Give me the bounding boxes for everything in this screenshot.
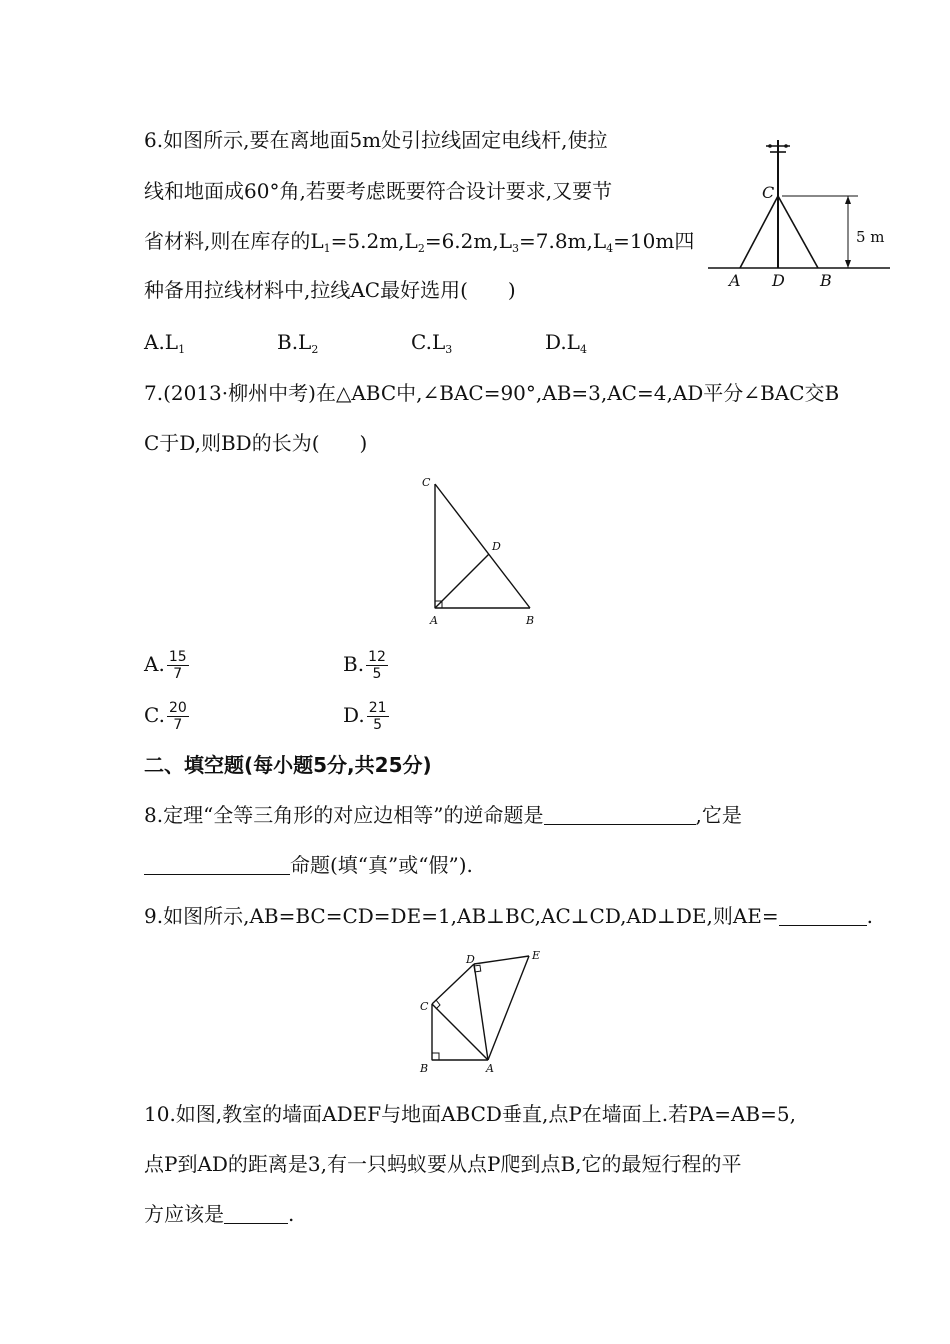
q9-label-d: D [466, 953, 475, 966]
q8-line-1: 8.定理“全等三角形的对应边相等”的逆命题是 ,它是 [144, 803, 742, 827]
q7-option-a: A. $\frac{15}{7}$ [144, 649, 187, 682]
q6-line-4: 种备用拉线材料中,拉线AC最好选用( ) [144, 278, 516, 302]
q9-line-1: 9.如图所示,AB=BC=CD=DE=1,AB⊥BC,AC⊥CD,AD⊥DE,则AE= . [144, 904, 873, 928]
q10-line-3: 方应该是 . [144, 1202, 295, 1226]
q7-option-d: D. $\frac{21}{5}$ [343, 700, 387, 733]
q7-option-b: B. $\frac{12}{5}$ [343, 649, 386, 682]
q6-pole-figure [700, 130, 900, 295]
q6-option-c: $C.L_3$ [411, 330, 453, 356]
section-heading: 二、填空题(每小题5分,共25分) [144, 753, 432, 777]
q7-triangle-figure [415, 472, 545, 630]
q6-label-height: 5 m [856, 228, 885, 246]
q6-line-3: 省材料,则在库存的$L_1=5.2m,L_2=6.2m,L_3=7.8m,L_4=10m$四 [144, 229, 695, 255]
q9-blank[interactable] [779, 905, 867, 926]
q6-line-1: 6.如图所示,要在离地面5m处引拉线固定电线杆,使拉 [144, 128, 608, 152]
q7-label-d: D [492, 540, 501, 553]
q9-label-b: B [420, 1062, 429, 1075]
q6-label-c: C [762, 183, 775, 202]
q7-label-c: C [422, 476, 431, 489]
q7-label-b: B [526, 614, 535, 627]
q6-option-b: $B.L_2$ [277, 330, 319, 356]
q10-line-1: 10.如图,教室的墙面ADEF与地面ABCD垂直,点P在墙面上.若PA=AB=5, [144, 1102, 796, 1126]
q9-spiral-figure [412, 948, 552, 1076]
q9-label-e: E [532, 949, 541, 962]
q7-line-1: 7.(2013·柳州中考)在△ABC中,∠BAC=90°,AB=3,AC=4,AD平分∠BAC交B [144, 381, 840, 405]
q6-option-a: $A.L_1$ [144, 330, 186, 356]
q6-line-2: 线和地面成60°角,若要考虑既要符合设计要求,又要节 [144, 179, 613, 203]
q7-line-2: C于D,则BD的长为( ) [144, 431, 368, 455]
q6-option-d: $D.L_4$ [545, 330, 587, 356]
q6-label-a: A [729, 271, 741, 290]
q7-option-c: C. $\frac{20}{7}$ [144, 700, 187, 733]
q9-label-a: A [486, 1062, 494, 1075]
q6-label-d: D [772, 271, 785, 290]
q8-blank-2[interactable] [144, 854, 290, 875]
q10-blank[interactable] [224, 1203, 288, 1224]
q6-label-b: B [820, 271, 832, 290]
q9-label-c: C [420, 1000, 429, 1013]
q10-line-2: 点P到AD的距离是3,有一只蚂蚁要从点P爬到点B,它的最短行程的平 [144, 1152, 742, 1176]
q8-blank-1[interactable] [544, 804, 696, 825]
q7-label-a: A [430, 614, 438, 627]
q8-line-2: 命题(填“真”或“假”). [144, 852, 473, 878]
